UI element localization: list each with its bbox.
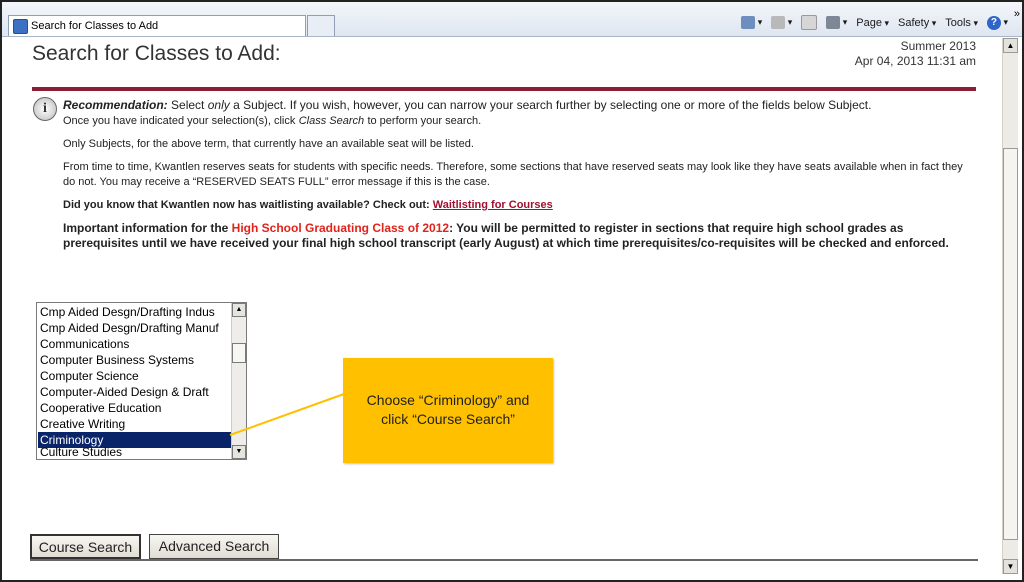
important-info: Important information for the High School Graduating Class of 2012: You will be permitted to register in sections that require high school grades as prerequisites until we have received your final high school transcript (early August) at which time prerequisites/co-requisites will be checked and enforced.	[63, 221, 949, 250]
safety-menu[interactable]: Safety ▾	[898, 17, 936, 29]
page-menu[interactable]: Page ▾	[856, 17, 889, 29]
tab-title: Search for Classes to Add	[31, 20, 159, 32]
recommendation-text: Recommendation: Select only a Subject. If you wish, however, you can narrow your search further by selecting one or more of the fields below Subject. Once you have indicated your selection(s), click Class Search to perform your search.	[63, 98, 872, 127]
list-item[interactable]: Computer Business Systems	[40, 353, 195, 367]
course-search-button[interactable]: Course Search	[30, 534, 141, 559]
scroll-down-arrow[interactable]: ▼	[1003, 559, 1018, 574]
date-time: Apr 04, 2013 11:31 am	[854, 54, 976, 68]
callout-line-1: Choose “Criminology” and	[366, 392, 530, 408]
list-scroll-up-arrow[interactable]: ▲	[232, 303, 246, 317]
footer-divider	[30, 559, 978, 561]
reserved-seats-note: From time to time, Kwantlen reserves seats for students with specific needs. Therefore, some sections that have reserved seats may look like they have seats available when in fact they do not. You may receive a “RESERVED SEATS FULL” error message if this is the case.	[63, 161, 963, 188]
more-commands-button[interactable]: »	[1013, 8, 1020, 20]
scroll-up-arrow[interactable]: ▲	[1003, 38, 1018, 53]
callout-line-2: click “Course Search”	[381, 411, 515, 427]
list-item[interactable]: Cmp Aided Desgn/Drafting Indus	[40, 305, 215, 319]
callout-pointer	[2, 2, 1022, 580]
list-item-selected[interactable]: Criminology	[38, 432, 231, 448]
waitlisting-link[interactable]: Waitlisting for Courses	[432, 199, 553, 211]
instruction-callout	[343, 358, 553, 463]
list-item[interactable]: Creative Writing	[40, 417, 126, 431]
list-item[interactable]: Computer-Aided Design & Draft	[40, 385, 209, 399]
info-icon: i	[33, 97, 57, 121]
tools-menu[interactable]: Tools ▾	[945, 17, 978, 29]
list-item[interactable]: Culture Studies	[40, 445, 123, 459]
seats-note: Only Subjects, for the above term, that currently have an available seat will be listed.	[63, 138, 474, 150]
callout-pointer-line	[230, 394, 344, 435]
list-item[interactable]: Computer Science	[40, 369, 139, 383]
list-item[interactable]: Cooperative Education	[40, 401, 162, 415]
term-label: Summer 2013	[900, 39, 976, 53]
advanced-search-button[interactable]: Advanced Search	[149, 534, 279, 559]
list-scroll-down-arrow[interactable]: ▼	[232, 445, 246, 459]
list-item[interactable]: Communications	[40, 337, 130, 351]
help-icon: ?	[987, 16, 1001, 30]
page-title: Search for Classes to Add:	[32, 42, 281, 65]
waitlist-note: Did you know that Kwantlen now has waitlisting available? Check out: Waitlisting for Courses	[63, 199, 553, 211]
list-item[interactable]: Cmp Aided Desgn/Drafting Manuf	[40, 321, 219, 335]
